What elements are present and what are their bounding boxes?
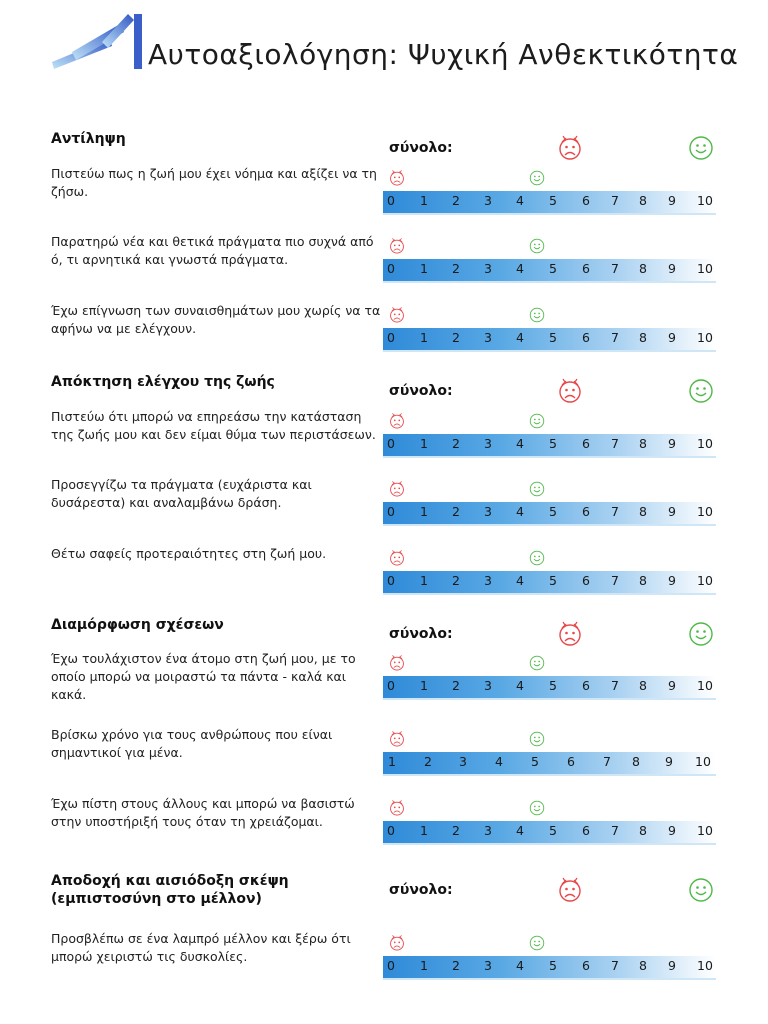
sad-face-icon <box>388 654 406 672</box>
scale-option[interactable]: 4 <box>516 261 524 276</box>
scale-option[interactable]: 10 <box>697 678 713 693</box>
scale-option[interactable]: 0 <box>387 330 395 345</box>
sad-face-icon <box>388 730 406 748</box>
sad-face-graphic <box>556 134 584 162</box>
scale-option[interactable]: 5 <box>549 958 557 973</box>
scale-option[interactable]: 3 <box>484 573 492 588</box>
statement-text: Προσβλέπω σε ένα λαμπρό μέλλον και ξέρω ότι μπορώ χειριστώ τις δυσκολίες. <box>51 931 351 964</box>
scale-option[interactable]: 9 <box>668 193 676 208</box>
sad-face-icon <box>388 237 406 255</box>
scale-option[interactable]: 4 <box>516 193 524 208</box>
scale-option[interactable]: 8 <box>639 436 647 451</box>
scale-option[interactable]: 4 <box>495 754 503 769</box>
sad-face-graphic <box>388 480 406 498</box>
scale-option[interactable]: 1 <box>420 573 428 588</box>
happy-face-icon <box>688 378 714 404</box>
scale-option[interactable]: 4 <box>516 678 524 693</box>
section-title: Αντίληψη <box>51 131 126 147</box>
sad-face-icon <box>556 876 584 904</box>
scale-option[interactable]: 10 <box>697 504 713 519</box>
scale-option[interactable]: 2 <box>452 330 460 345</box>
scale-option[interactable]: 10 <box>697 330 713 345</box>
scale-option[interactable]: 0 <box>387 193 395 208</box>
total-label: σύνολο: <box>389 626 453 642</box>
scale-option[interactable]: 2 <box>424 754 432 769</box>
scale-option[interactable]: 5 <box>531 754 539 769</box>
scale-option[interactable]: 7 <box>611 193 619 208</box>
sad-face-graphic <box>556 377 584 405</box>
statement-text: Έχω πίστη στους άλλους και μπορώ να βασιστώ στην υποστήριξή τους όταν τη χρειάζομαι. <box>51 796 355 829</box>
scale-option[interactable]: 2 <box>452 823 460 838</box>
scale-option[interactable]: 4 <box>516 330 524 345</box>
total-label: σύνολο: <box>389 882 453 898</box>
rating-scale[interactable] <box>383 752 716 776</box>
scale-option[interactable]: 1 <box>388 754 396 769</box>
scale-option[interactable]: 7 <box>611 330 619 345</box>
scale-option[interactable]: 7 <box>611 261 619 276</box>
happy-face-graphic <box>688 378 714 404</box>
happy-face-icon <box>529 731 545 747</box>
total-label: σύνολο: <box>389 383 453 399</box>
scale-option[interactable]: 3 <box>484 504 492 519</box>
total-label: σύνολο: <box>389 140 453 156</box>
happy-face-icon <box>529 170 545 186</box>
statement-text: Παρατηρώ νέα και θετικά πράγματα πιο συχνά από ό, τι αρνητικά και γνωστά πράγματα. <box>51 234 374 267</box>
sad-face-icon <box>388 480 406 498</box>
scale-option[interactable]: 6 <box>582 573 590 588</box>
scale-option[interactable]: 10 <box>697 823 713 838</box>
rating-scale[interactable] <box>383 571 716 595</box>
sad-face-graphic <box>388 306 406 324</box>
rating-scale[interactable] <box>383 328 716 352</box>
happy-face-graphic <box>529 800 545 816</box>
scale-option[interactable]: 7 <box>611 678 619 693</box>
scale-option[interactable]: 6 <box>582 823 590 838</box>
happy-face-graphic <box>529 935 545 951</box>
scale-option[interactable]: 8 <box>639 330 647 345</box>
happy-face-icon <box>529 655 545 671</box>
statement-text: Πιστεύω πως η ζωή μου έχει νόημα και αξίζει να τη ζήσω. <box>51 166 377 199</box>
scale-option[interactable]: 1 <box>420 193 428 208</box>
scale-option[interactable]: 8 <box>639 193 647 208</box>
scale-option[interactable]: 4 <box>516 823 524 838</box>
scale-option[interactable]: 3 <box>484 330 492 345</box>
scale-option[interactable]: 6 <box>582 678 590 693</box>
rating-scale[interactable] <box>383 434 716 458</box>
scale-option[interactable]: 1 <box>420 261 428 276</box>
statement-text: Πιστεύω ότι μπορώ να επηρεάσω την κατάσταση της ζωής μου και δεν είμαι θύμα των περιστάσεων. <box>51 409 376 442</box>
scale-option[interactable]: 9 <box>668 436 676 451</box>
statement-text: Έχω τουλάχιστον ένα άτομο στη ζωή μου, με το οποίο μπορώ να μοιραστώ τα πάντα - καλά και κακά. <box>51 651 356 702</box>
sad-face-graphic <box>388 237 406 255</box>
scale-option[interactable]: 6 <box>567 754 575 769</box>
scale-option[interactable]: 9 <box>668 573 676 588</box>
scale-option[interactable]: 2 <box>452 958 460 973</box>
scale-option[interactable]: 4 <box>516 958 524 973</box>
sad-face-graphic <box>388 799 406 817</box>
rating-scale[interactable] <box>383 821 716 845</box>
scale-option[interactable]: 9 <box>668 678 676 693</box>
sad-face-icon <box>556 134 584 162</box>
scale-option[interactable]: 3 <box>484 261 492 276</box>
scale-option[interactable]: 2 <box>452 261 460 276</box>
scale-option[interactable]: 9 <box>668 504 676 519</box>
scale-option[interactable]: 0 <box>387 504 395 519</box>
happy-face-icon <box>529 307 545 323</box>
scale-option[interactable]: 9 <box>668 261 676 276</box>
scale-option[interactable]: 3 <box>484 678 492 693</box>
happy-face-graphic <box>529 307 545 323</box>
happy-face-graphic <box>529 731 545 747</box>
statement-text: Βρίσκω χρόνο για τους ανθρώπους που είναι σημαντικοί για μένα. <box>51 727 333 760</box>
happy-face-graphic <box>688 621 714 647</box>
sad-face-icon <box>388 549 406 567</box>
happy-face-icon <box>529 481 545 497</box>
sad-face-icon <box>388 169 406 187</box>
scale-option[interactable]: 3 <box>484 958 492 973</box>
happy-face-graphic <box>529 170 545 186</box>
scale-option[interactable]: 8 <box>639 823 647 838</box>
happy-face-icon <box>529 550 545 566</box>
happy-face-icon <box>529 935 545 951</box>
happy-face-graphic <box>688 877 714 903</box>
page-title: Αυτοαξιολόγηση: Ψυχική Ανθεκτικότητα <box>148 38 739 71</box>
scale-option[interactable]: 6 <box>582 958 590 973</box>
scale-option[interactable]: 8 <box>639 504 647 519</box>
scale-option[interactable]: 5 <box>549 573 557 588</box>
scale-option[interactable]: 4 <box>516 504 524 519</box>
scale-option[interactable]: 8 <box>632 754 640 769</box>
scale-option[interactable]: 8 <box>639 958 647 973</box>
scale-option[interactable]: 10 <box>697 436 713 451</box>
scale-option[interactable]: 8 <box>639 573 647 588</box>
scale-option[interactable]: 1 <box>420 330 428 345</box>
scale-option[interactable]: 6 <box>582 504 590 519</box>
sad-face-icon <box>388 412 406 430</box>
rating-scale[interactable] <box>383 956 716 980</box>
scale-option[interactable]: 5 <box>549 436 557 451</box>
rating-scale[interactable] <box>383 502 716 526</box>
scale-option[interactable]: 6 <box>582 261 590 276</box>
scale-option[interactable]: 0 <box>387 436 395 451</box>
scale-option[interactable]: 1 <box>420 504 428 519</box>
sad-face-graphic <box>556 620 584 648</box>
scale-option[interactable]: 3 <box>484 823 492 838</box>
happy-face-graphic <box>529 655 545 671</box>
happy-face-graphic <box>529 550 545 566</box>
scale-option[interactable]: 10 <box>697 193 713 208</box>
scale-option[interactable]: 0 <box>387 823 395 838</box>
scale-option[interactable]: 7 <box>611 823 619 838</box>
sad-face-graphic <box>556 876 584 904</box>
happy-face-graphic <box>529 238 545 254</box>
scale-option[interactable]: 9 <box>668 823 676 838</box>
sad-face-icon <box>556 377 584 405</box>
scale-option[interactable]: 10 <box>697 958 713 973</box>
happy-face-icon <box>529 800 545 816</box>
happy-face-graphic <box>529 413 545 429</box>
scale-option[interactable]: 5 <box>549 193 557 208</box>
scale-option[interactable]: 1 <box>420 958 428 973</box>
scale-option[interactable]: 3 <box>484 436 492 451</box>
scale-option[interactable]: 2 <box>452 504 460 519</box>
happy-face-icon <box>688 135 714 161</box>
scale-option[interactable]: 7 <box>611 436 619 451</box>
scale-option[interactable]: 5 <box>549 261 557 276</box>
scale-option[interactable]: 2 <box>452 573 460 588</box>
happy-face-icon <box>688 621 714 647</box>
brand-logo <box>50 12 146 70</box>
scale-option[interactable]: 0 <box>387 261 395 276</box>
statement-text: Έχω επίγνωση των συναισθημάτων μου χωρίς να τα αφήνω να με ελέγχουν. <box>51 303 381 336</box>
section-title: Διαμόρφωση σχέσεων <box>51 617 224 633</box>
scale-option[interactable]: 10 <box>697 573 713 588</box>
scale-option[interactable]: 1 <box>420 823 428 838</box>
scale-option[interactable]: 6 <box>582 330 590 345</box>
sad-face-icon <box>388 934 406 952</box>
section-title: Αποδοχή και αισιόδοξη σκέψη (εμπιστοσύνη στο μέλλον) <box>51 873 289 907</box>
scale-option[interactable]: 4 <box>516 573 524 588</box>
scale-option[interactable]: 5 <box>549 678 557 693</box>
scale-option[interactable]: 2 <box>452 193 460 208</box>
scale-option[interactable]: 0 <box>387 678 395 693</box>
scale-option[interactable]: 7 <box>611 573 619 588</box>
scale-option[interactable]: 5 <box>549 330 557 345</box>
scale-option[interactable]: 7 <box>611 958 619 973</box>
scale-option[interactable]: 7 <box>611 504 619 519</box>
scale-option[interactable]: 9 <box>668 330 676 345</box>
sad-face-graphic <box>388 654 406 672</box>
rating-scale[interactable] <box>383 676 716 700</box>
sad-face-icon <box>388 306 406 324</box>
scale-option[interactable]: 4 <box>516 436 524 451</box>
scale-option[interactable]: 0 <box>387 958 395 973</box>
scale-option[interactable]: 5 <box>549 823 557 838</box>
scale-option[interactable]: 10 <box>695 754 711 769</box>
section-title: Απόκτηση ελέγχου της ζωής <box>51 374 275 390</box>
scale-option[interactable]: 0 <box>387 573 395 588</box>
scale-option[interactable]: 8 <box>639 678 647 693</box>
happy-face-icon <box>529 238 545 254</box>
scale-option[interactable]: 6 <box>582 193 590 208</box>
happy-face-icon <box>529 413 545 429</box>
scale-option[interactable]: 2 <box>452 436 460 451</box>
scale-option[interactable]: 8 <box>639 261 647 276</box>
scale-option[interactable]: 10 <box>697 261 713 276</box>
statement-text: Προσεγγίζω τα πράγματα (ευχάριστα και δυσάρεστα) και αναλαμβάνω δράση. <box>51 477 312 510</box>
sad-face-graphic <box>388 730 406 748</box>
happy-face-graphic <box>529 481 545 497</box>
scale-option[interactable]: 5 <box>549 504 557 519</box>
rating-scale[interactable] <box>383 191 716 215</box>
rating-scale[interactable] <box>383 259 716 283</box>
scale-option[interactable]: 1 <box>420 436 428 451</box>
scale-option[interactable]: 3 <box>459 754 467 769</box>
sad-face-graphic <box>388 169 406 187</box>
sad-face-graphic <box>388 412 406 430</box>
scale-option[interactable]: 9 <box>668 958 676 973</box>
scale-option[interactable]: 6 <box>582 436 590 451</box>
sad-face-icon <box>388 799 406 817</box>
scale-option[interactable]: 3 <box>484 193 492 208</box>
scale-option[interactable]: 1 <box>420 678 428 693</box>
scale-option[interactable]: 2 <box>452 678 460 693</box>
statement-text: Θέτω σαφείς προτεραιότητες στη ζωή μου. <box>51 546 327 561</box>
scale-option[interactable]: 7 <box>603 754 611 769</box>
happy-face-graphic <box>688 135 714 161</box>
scale-option[interactable]: 9 <box>665 754 673 769</box>
sad-face-graphic <box>388 934 406 952</box>
happy-face-icon <box>688 877 714 903</box>
sad-face-graphic <box>388 549 406 567</box>
sad-face-icon <box>556 620 584 648</box>
